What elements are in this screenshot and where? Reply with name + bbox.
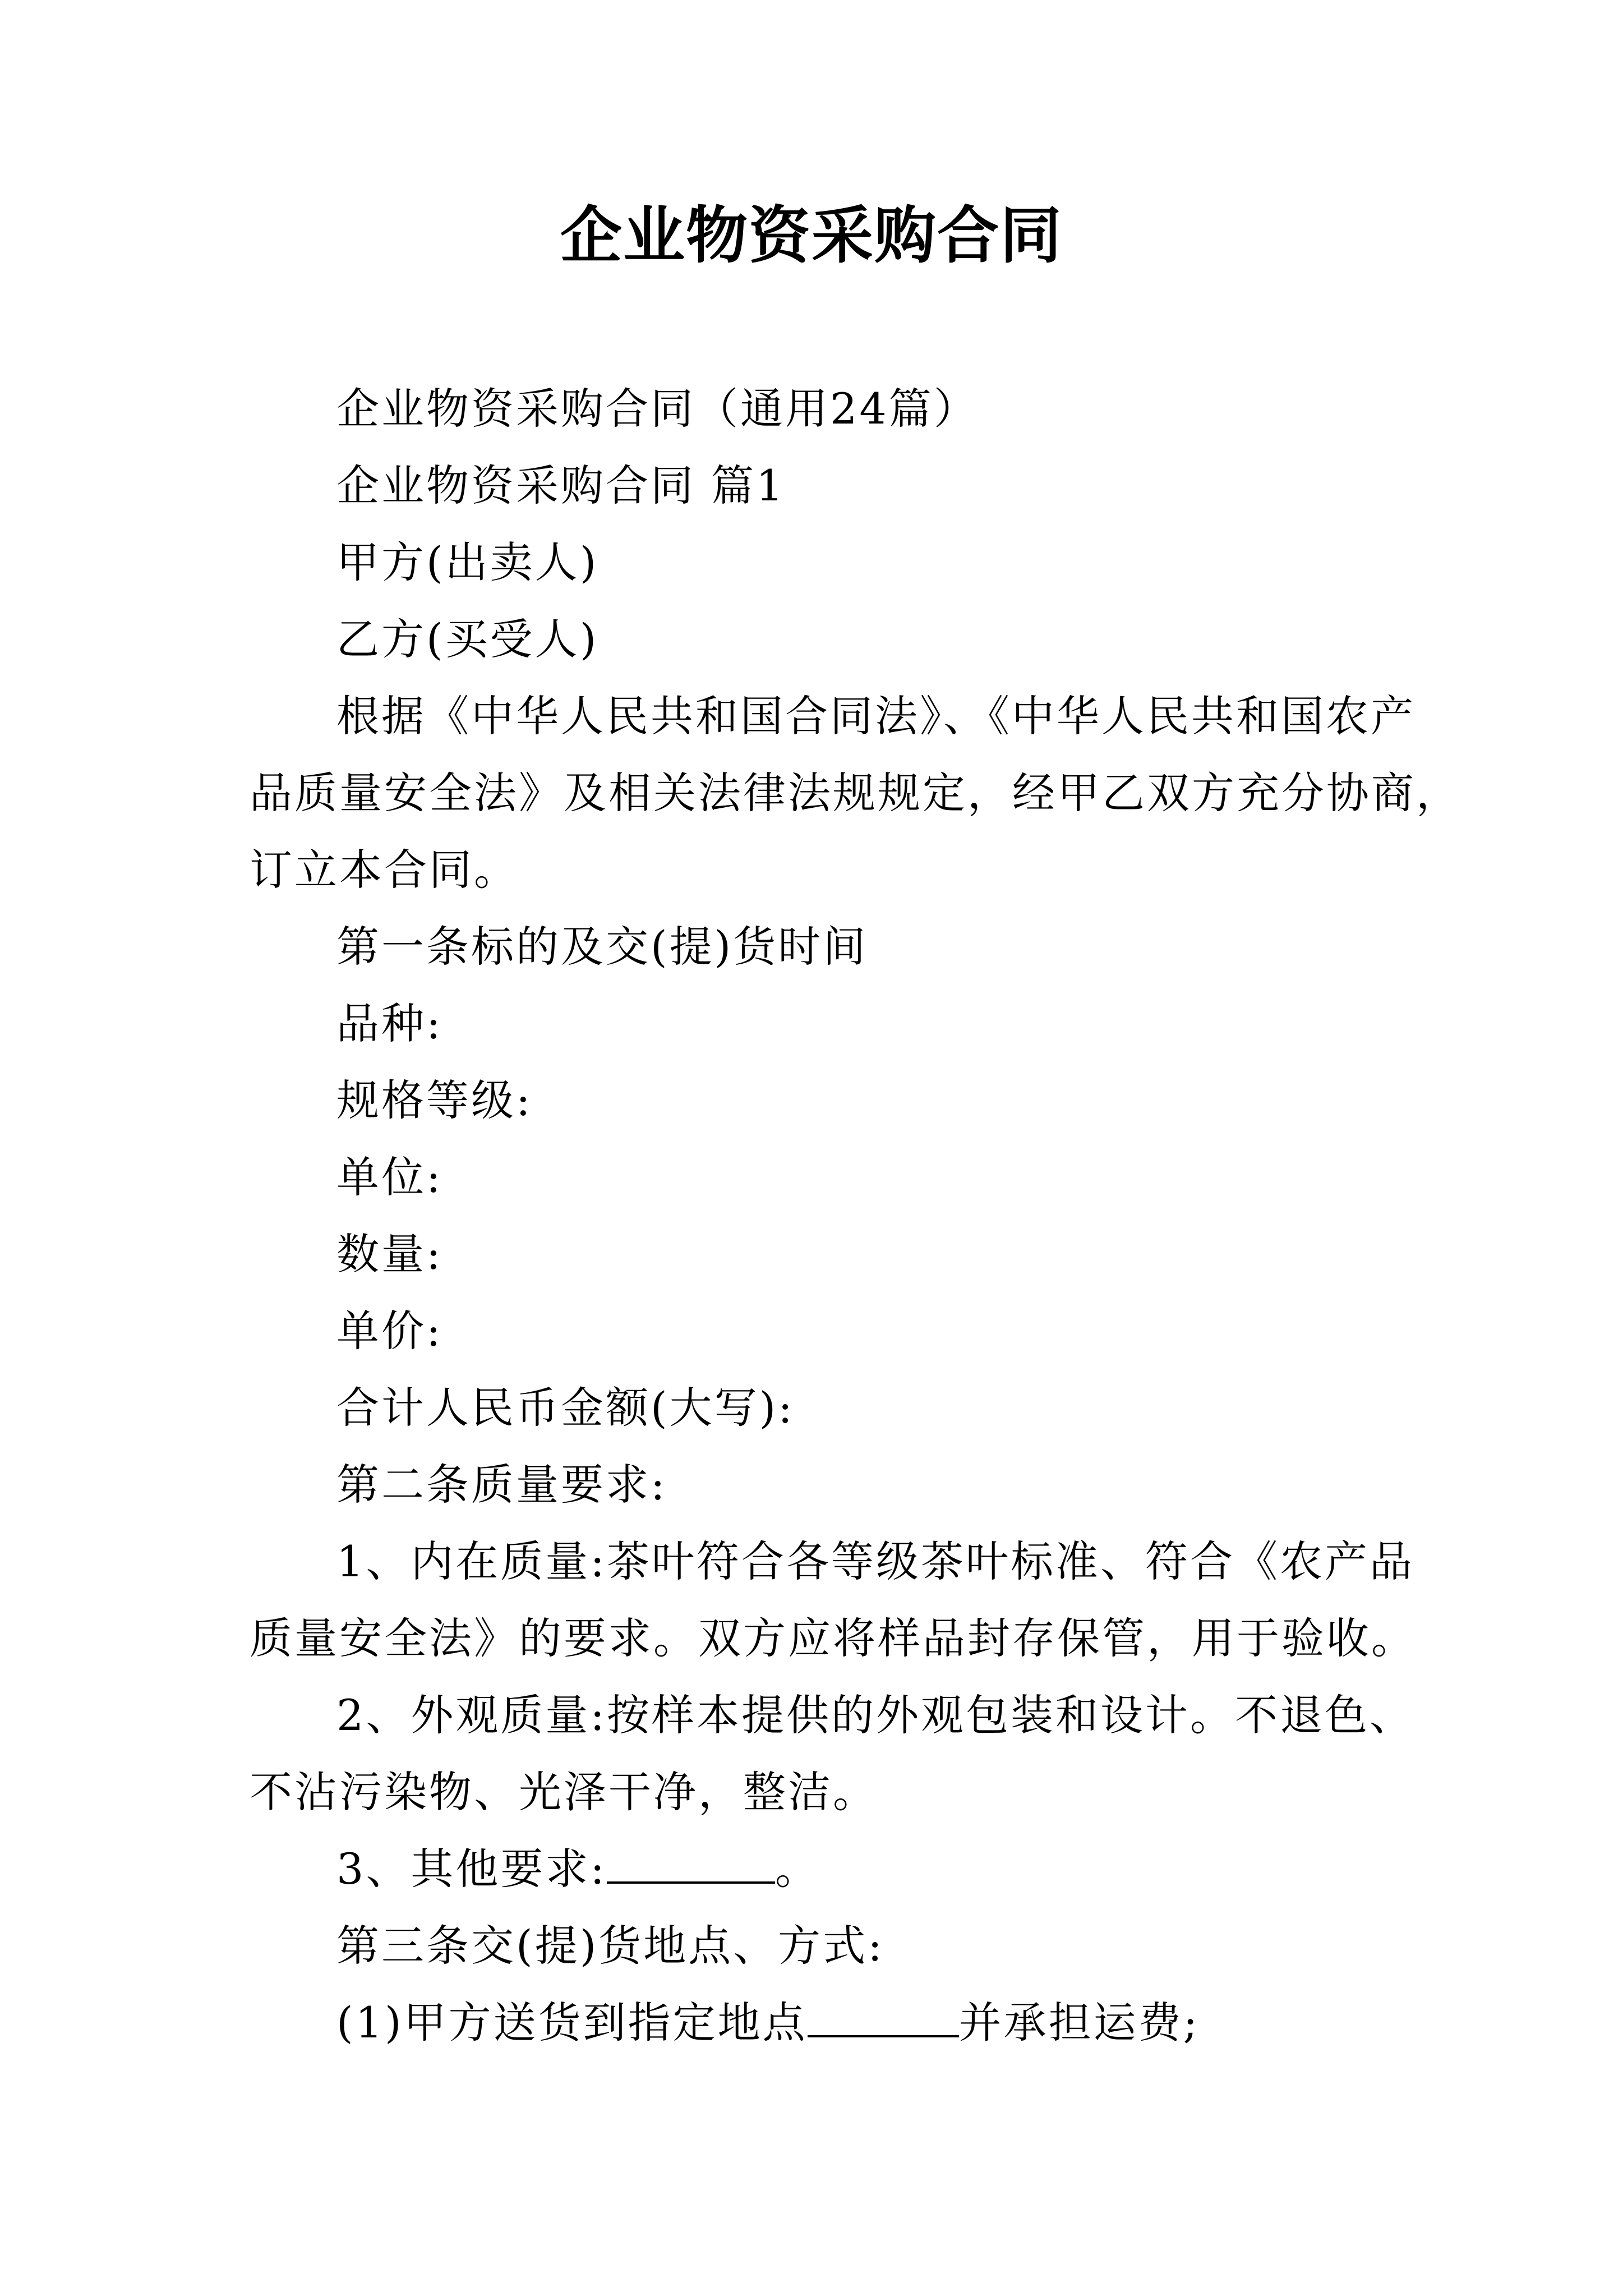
delivery-item1-end: 并承担运费; — [958, 1998, 1200, 2047]
field-total: 合计人民币金额(大写): — [336, 1383, 795, 1433]
article1-heading: 第一条标的及交(提)货时间 — [336, 922, 868, 972]
article2-heading: 第二条质量要求: — [336, 1460, 667, 1510]
field-unit: 单位: — [336, 1152, 443, 1202]
quality-item1-line1: 1、内在质量:茶叶符合各等级茶叶标准、符合《农产品 — [336, 1536, 1414, 1586]
document-title: 企业物资采购合同 — [560, 199, 1063, 272]
fill-blank — [808, 2000, 959, 2037]
field-unit-price: 单价: — [336, 1306, 443, 1356]
fill-blank — [607, 1847, 775, 1884]
quality-item1-line2: 质量安全法》的要求。双方应将样品封存保管，用于验收。 — [250, 1613, 1416, 1663]
intro-line-3: 订立本合同。 — [250, 845, 519, 895]
field-quantity: 数量: — [336, 1229, 443, 1279]
field-spec: 规格等级: — [336, 1075, 533, 1125]
party-b: 乙方(买受人) — [336, 614, 599, 664]
delivery-item1-label: (1)甲方送货到指定地点 — [336, 1998, 808, 2047]
subtitle: 企业物资采购合同（通用24篇） — [336, 384, 979, 434]
quality-item2-line1: 2、外观质量:按样本提供的外观包装和设计。不退色、 — [336, 1690, 1414, 1740]
quality-item3-label: 3、其他要求: — [336, 1844, 607, 1894]
delivery-item1 — [336, 1984, 1200, 2061]
article3-heading: 第三条交(提)货地点、方式: — [336, 1921, 884, 1971]
intro-line-2: 品质量安全法》及相关法律法规规定，经甲乙双方充分协商， — [250, 768, 1461, 818]
section-heading: 企业物资采购合同 篇1 — [336, 461, 786, 510]
quality-item3-end: 。 — [774, 1844, 820, 1894]
intro-line-1: 根据《中华人民共和国合同法》、《中华人民共和国农产 — [336, 691, 1415, 741]
field-variety: 品种: — [336, 999, 443, 1048]
party-a: 甲方(出卖人) — [336, 537, 599, 587]
quality-item3 — [336, 1830, 820, 1907]
quality-item2-line2: 不沾污染物、光泽干净，整洁。 — [250, 1767, 878, 1817]
